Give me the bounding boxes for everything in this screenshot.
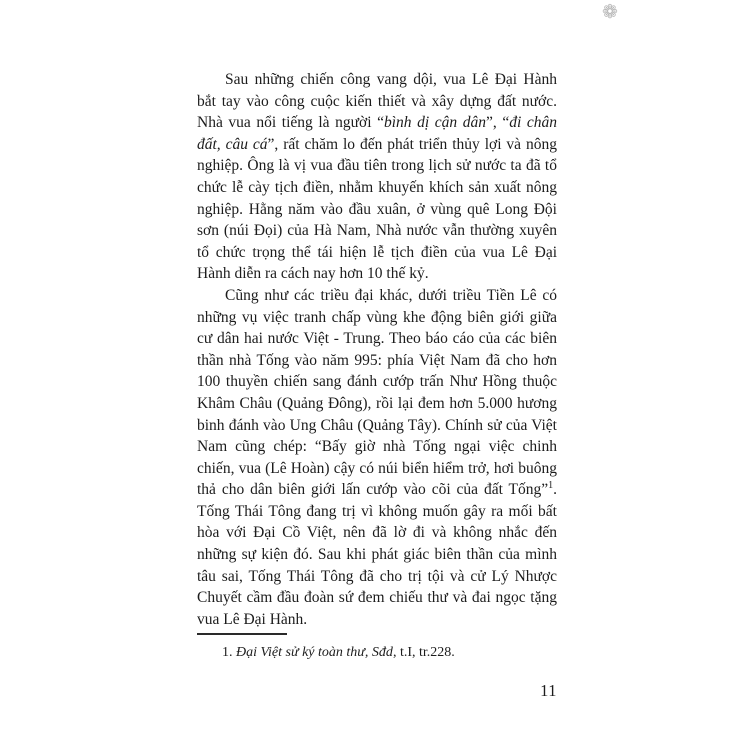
paragraph-2-text: . Tống Thái Tông đang trị vì không muốn gây ra mối bất hòa với Đại Cồ Việt, nên đã lờ đi và không nhắc đến những sự kiện đó. Sau khi phát giác biên thần của mình tâu sai, Tống Thái Tông đã cho trị tội và cử Lý Nhược Chuyết cầm đầu đoàn sứ đem chiếu thư và đai ngọc tặng vua Lê Đại Hành.: [197, 481, 557, 628]
footnote-section: [197, 633, 557, 662]
paragraph-1-text: Sau những chiến công vang dội, vua Lê Đại Hành bắt tay vào công cuộc kiến thiết và xây dựng đất nước. Nhà vua nổi tiếng là người “: [197, 71, 557, 132]
footnote-entry: [197, 644, 557, 662]
paragraph-1-italic-quote-2: đi chân đất, câu cá: [197, 114, 557, 153]
paragraph-2-text: Cũng như các triều đại khác, dưới triều Tiền Lê có những vụ việc tranh chấp vùng khe động biên giới giữa cư dân hai nước Việt - Trung. Theo báo cáo của các biên thần nhà Tống vào năm 995: phía Việt Nam đã cho hơn 100 thuyền chiến sang đánh cướp trấn Như Hồng thuộc Khâm Châu (Quảng Đông), rồi lại đem hơn 5.000 hương binh đánh vào Ung Châu (Quảng Tây). Chính sử của Việt Nam cũng chép: “Bấy giờ nhà Tống ngại việc chinh chiến, vua (Lê Hoàn) cậy có núi biển hiểm trở, hơi buông thả cho dân biên giới lấn cướp vào cõi của đất Tống”: [197, 286, 557, 499]
paragraph-1-italic-quote-1: bình dị cận dân: [383, 114, 486, 132]
footnote-source-title: Đại Việt sử ký toàn thư, Sđd: [236, 645, 393, 660]
paragraph-1-text: ”, “: [485, 114, 510, 132]
footnote-number: 1.: [222, 645, 236, 660]
footnote-source-detail: , t.I, tr.228.: [392, 645, 455, 660]
page-number: 11: [540, 681, 557, 700]
footnote-divider: [197, 633, 287, 635]
footnote-reference-marker: 1: [548, 480, 554, 492]
paragraph-1: [197, 69, 557, 285]
paragraph-2: [197, 285, 557, 631]
flower-ornament-icon: ❁: [602, 1, 618, 23]
page-body-text: [197, 69, 557, 630]
paragraph-1-text: ”, rất chăm lo đến phát triển thủy lợi và nông nghiệp. Ông là vị vua đầu tiên trong lịch sử nước ta đã tổ chức lễ cày tịch điền, nhằm khuyến khích sản xuất nông nghiệp. Hằng năm vào đầu xuân, ở vùng quê Long Đội sơn (núi Đọi) của Hà Nam, Nhà nước vẫn thường xuyên tổ chức trọng thể tái hiện lễ tịch điền của vua Lê Đại Hành diễn ra cách nay hơn 10 thế kỷ.: [197, 135, 557, 283]
